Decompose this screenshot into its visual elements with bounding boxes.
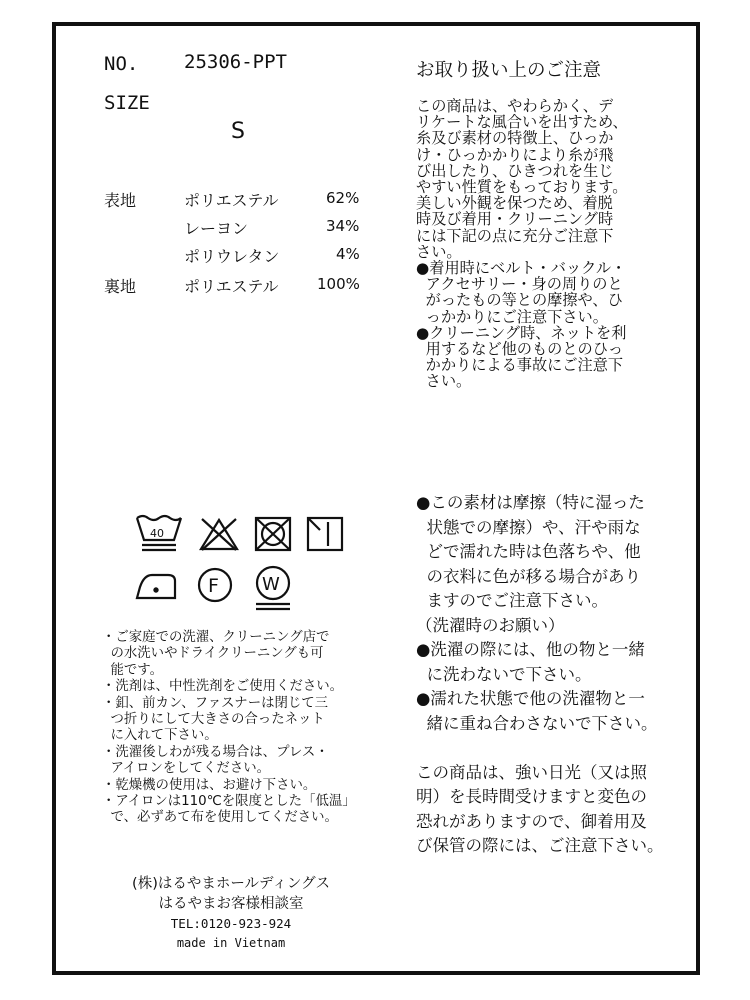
iron-low-icon (134, 571, 178, 601)
no-bleach-icon (198, 516, 240, 552)
company-name: (株)はるやまホールディングス (132, 876, 330, 892)
handling-notes: この商品は、やわらかく、デ リケートな風合いを出すため、 糸及び素材の特徴上、ひっか け・ひっかかりにより糸が飛 び出したり、ひきつれを生じ やすい性質をもっております。 美しい外観を保つため、着脱 時及び着用・クリーニング時 には下記の点に充分ご注意下 さい。 ●着用時にベルト・バックル・ アクセサリー・身の周りのと がったもの等との摩擦や、ひ っかかりにご注意下さい。 ●クリーニング時、ネットを利 用するなど他のものとのひっ かかりによる事故にご注意下 さい。 (416, 97, 628, 391)
product-number-label: NO. (104, 53, 139, 75)
lining-percent: 100% (317, 275, 360, 293)
outer-percent: 62% (326, 189, 360, 207)
lining-material: ポリエステル (184, 277, 279, 296)
care-label (52, 22, 700, 975)
dry-clean-f-icon (196, 566, 234, 604)
size-value: S (231, 119, 245, 144)
product-number: 25306-PPT (184, 51, 287, 73)
handling-title: お取り扱い上のご注意 (416, 60, 602, 81)
wet-clean-w-icon (252, 564, 294, 614)
material-notes: ●この素材は摩擦（特に湿った 状態での摩擦）や、汗や雨な どで濡れた時は色落ちや、他 の衣料に色が移る場合があり ますのでご注意下さい。 （洗濯時のお願い） ●洗濯の際には、他の物と一緒 に洗わないで下さい。 ●濡れた状態で他の洗濯物と一 緒に重ね合わさないで下さい。 この商品は、強い日光（又は照 明）を長時間受けますと変色の 恐れがありますので、御着用及 び保管の際には、ご注意下さい。 (416, 493, 664, 855)
phone-number: TEL:0120-923-924 (170, 916, 292, 931)
dry-clean-letter: F (208, 575, 219, 597)
wash-temp: 40 (150, 527, 164, 540)
lining-label: 裏地 (104, 277, 137, 296)
no-tumble-dry-icon (254, 516, 292, 552)
wash-tub-40-gentle-icon (136, 514, 182, 552)
outer-material: レーヨン (184, 219, 249, 238)
outer-material: ポリウレタン (184, 247, 280, 266)
care-notes: ・ご家庭での洗濯、クリーニング店で の水洗いやドライクリーニングも可 能です。 ・洗剤は、中性洗剤をご使用ください。 ・釦、前カン、ファスナーは閉じて三 つ折りにして大きさの合ったネット に入れて下さい。 ・洗濯後しわが残る場合は、プレス・ アイロンをしてください。 ・乾燥機の使用は、お避け下さい。 ・アイロンは110℃を限度とした「低温」 で、必ずあて布を使用してください。 (102, 630, 356, 826)
line-dry-shade-icon (306, 516, 344, 552)
country-of-origin: made in Vietnam (176, 936, 286, 950)
wet-clean-letter: W (262, 574, 280, 595)
outer-fabric-label: 表地 (104, 191, 137, 210)
outer-percent: 34% (326, 217, 360, 235)
size-label: SIZE (104, 92, 150, 114)
outer-material: ポリエステル (184, 191, 279, 210)
outer-percent: 4% (336, 245, 360, 263)
customer-desk: はるやまお客様相談室 (158, 896, 304, 912)
